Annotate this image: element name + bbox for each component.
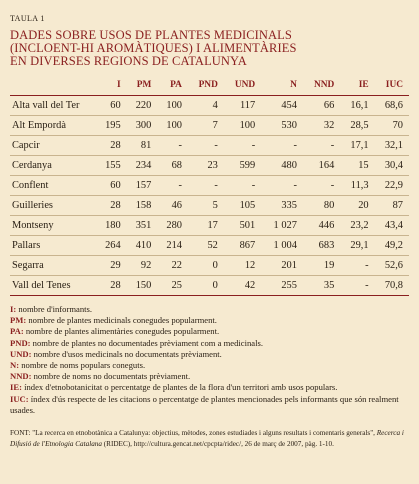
- source-note: [10, 428, 409, 449]
- value-cell: 683: [303, 236, 340, 256]
- value-cell: 70: [375, 116, 409, 136]
- value-cell: 22,9: [375, 176, 409, 196]
- column-header: IE: [340, 78, 374, 96]
- title-line: EN DIVERSES REGIONS DE CATALUNYA: [10, 54, 247, 68]
- value-cell: 92: [127, 256, 158, 276]
- region-cell: Alta vall del Ter: [10, 96, 96, 116]
- value-cell: 280: [157, 216, 188, 236]
- value-cell: 480: [261, 156, 303, 176]
- region-cell: Capcir: [10, 136, 96, 156]
- value-cell: 17,1: [340, 136, 374, 156]
- source-prefix: FONT: "La recerca en etnobotànica a Catalunya: objectius, mètodes, zones estudiades i alguns resultats i comentaris generals",: [10, 429, 377, 438]
- column-header: IUC: [375, 78, 409, 96]
- table-body: [10, 96, 409, 296]
- table-row: [10, 276, 409, 296]
- legend-item: [10, 382, 409, 393]
- header-row: [10, 78, 409, 96]
- legend-abbreviation: NND:: [10, 371, 32, 382]
- value-cell: 60: [96, 176, 127, 196]
- legend-item: [10, 304, 409, 315]
- value-cell: 11,3: [340, 176, 374, 196]
- table-row: [10, 136, 409, 156]
- legend-abbreviation: IE:: [10, 382, 22, 393]
- value-cell: 234: [127, 156, 158, 176]
- legend-item: [10, 338, 409, 349]
- value-cell: 25: [157, 276, 188, 296]
- column-header: I: [96, 78, 127, 96]
- value-cell: 23: [188, 156, 224, 176]
- legend-item: [10, 371, 409, 382]
- value-cell: 42: [224, 276, 261, 296]
- table-row: [10, 256, 409, 276]
- legend-item: [10, 360, 409, 371]
- value-cell: 100: [224, 116, 261, 136]
- value-cell: 530: [261, 116, 303, 136]
- legend-description: nombre de noms populars coneguts.: [19, 360, 146, 371]
- value-cell: 300: [127, 116, 158, 136]
- value-cell: 867: [224, 236, 261, 256]
- value-cell: 335: [261, 196, 303, 216]
- column-header: PND: [188, 78, 224, 96]
- value-cell: 150: [127, 276, 158, 296]
- value-cell: 100: [157, 116, 188, 136]
- region-cell: Alt Empordà: [10, 116, 96, 136]
- region-cell: Vall del Tenes: [10, 276, 96, 296]
- table-row: [10, 196, 409, 216]
- value-cell: -: [157, 136, 188, 156]
- legend: [10, 304, 409, 416]
- value-cell: 49,2: [375, 236, 409, 256]
- region-cell: Guilleries: [10, 196, 96, 216]
- value-cell: 17: [188, 216, 224, 236]
- legend-description: índex d'ús respecte de les citacions o percentatge de plantes mencionades pels informants que són realment usades.: [10, 393, 399, 415]
- legend-abbreviation: PND:: [10, 337, 31, 348]
- legend-description: nombre d'informants.: [16, 304, 92, 314]
- region-cell: Pallars: [10, 236, 96, 256]
- value-cell: 105: [224, 196, 261, 216]
- region-cell: Conflent: [10, 176, 96, 196]
- value-cell: 1 004: [261, 236, 303, 256]
- value-cell: -: [340, 256, 374, 276]
- value-cell: 4: [188, 96, 224, 116]
- value-cell: 155: [96, 156, 127, 176]
- value-cell: 7: [188, 116, 224, 136]
- value-cell: 180: [96, 216, 127, 236]
- value-cell: 195: [96, 116, 127, 136]
- legend-description: nombre de noms no documentats prèviament.: [31, 371, 191, 382]
- region-cell: Segarra: [10, 256, 96, 276]
- value-cell: 46: [157, 196, 188, 216]
- value-cell: 43,4: [375, 216, 409, 236]
- value-cell: 20: [340, 196, 374, 216]
- value-cell: -: [261, 136, 303, 156]
- data-table: [10, 78, 409, 296]
- legend-description: nombre de plantes medicinals conegudes popularment.: [26, 315, 217, 326]
- value-cell: 32,1: [375, 136, 409, 156]
- value-cell: 28: [96, 276, 127, 296]
- value-cell: 214: [157, 236, 188, 256]
- value-cell: 158: [127, 196, 158, 216]
- value-cell: 410: [127, 236, 158, 256]
- value-cell: -: [188, 136, 224, 156]
- legend-description: nombre de plantes alimentàries conegudes popularment.: [23, 326, 220, 337]
- value-cell: -: [340, 276, 374, 296]
- value-cell: 68: [157, 156, 188, 176]
- legend-abbreviation: I:: [10, 304, 17, 314]
- value-cell: 19: [303, 256, 340, 276]
- value-cell: 201: [261, 256, 303, 276]
- value-cell: 22: [157, 256, 188, 276]
- value-cell: 12: [224, 256, 261, 276]
- table-row: [10, 116, 409, 136]
- value-cell: 35: [303, 276, 340, 296]
- region-cell: Montseny: [10, 216, 96, 236]
- value-cell: 117: [224, 96, 261, 116]
- value-cell: 68,6: [375, 96, 409, 116]
- table-row: [10, 216, 409, 236]
- value-cell: 30,4: [375, 156, 409, 176]
- column-header: PM: [127, 78, 158, 96]
- table-row: [10, 236, 409, 256]
- value-cell: 1 027: [261, 216, 303, 236]
- value-cell: 29,1: [340, 236, 374, 256]
- legend-description: índex d'etnobotanicitat o percentatge de plantes de la flora d'un territori amb usos populars.: [21, 382, 338, 393]
- legend-abbreviation: UND:: [10, 348, 32, 359]
- column-header: NND: [303, 78, 340, 96]
- table-label: TAULA 1: [10, 14, 45, 23]
- value-cell: 446: [303, 216, 340, 236]
- value-cell: 0: [188, 276, 224, 296]
- value-cell: 81: [127, 136, 158, 156]
- value-cell: 32: [303, 116, 340, 136]
- column-header: PA: [157, 78, 188, 96]
- legend-item: [10, 315, 409, 326]
- source-publication: Recerca i Difusió de l'Etnologia Catalana: [10, 429, 404, 448]
- value-cell: 28,5: [340, 116, 374, 136]
- table-title: [10, 29, 409, 68]
- value-cell: -: [303, 136, 340, 156]
- value-cell: -: [303, 176, 340, 196]
- value-cell: 264: [96, 236, 127, 256]
- value-cell: 52,6: [375, 256, 409, 276]
- legend-description: nombre d'usos medicinals no documentats prèviament.: [31, 348, 222, 359]
- column-header: N: [261, 78, 303, 96]
- region-cell: Cerdanya: [10, 156, 96, 176]
- value-cell: -: [224, 136, 261, 156]
- title-line: DADES SOBRE USOS DE PLANTES MEDICINALS: [10, 28, 292, 42]
- value-cell: 29: [96, 256, 127, 276]
- column-header: UND: [224, 78, 261, 96]
- value-cell: 15: [340, 156, 374, 176]
- legend-item: [10, 326, 409, 337]
- column-header: [10, 78, 96, 96]
- value-cell: 0: [188, 256, 224, 276]
- legend-item: [10, 394, 409, 416]
- value-cell: 52: [188, 236, 224, 256]
- table-row: [10, 156, 409, 176]
- value-cell: 60: [96, 96, 127, 116]
- value-cell: 255: [261, 276, 303, 296]
- table-row: [10, 176, 409, 196]
- value-cell: -: [188, 176, 224, 196]
- value-cell: -: [224, 176, 261, 196]
- value-cell: 70,8: [375, 276, 409, 296]
- value-cell: 157: [127, 176, 158, 196]
- value-cell: 351: [127, 216, 158, 236]
- value-cell: 164: [303, 156, 340, 176]
- value-cell: 28: [96, 196, 127, 216]
- value-cell: 599: [224, 156, 261, 176]
- value-cell: -: [157, 176, 188, 196]
- legend-abbreviation: IUC:: [10, 393, 29, 404]
- value-cell: 100: [157, 96, 188, 116]
- value-cell: 16,1: [340, 96, 374, 116]
- legend-abbreviation: PM:: [10, 315, 27, 326]
- legend-item: [10, 349, 409, 360]
- value-cell: 5: [188, 196, 224, 216]
- table-row: [10, 96, 409, 116]
- value-cell: 220: [127, 96, 158, 116]
- value-cell: 66: [303, 96, 340, 116]
- value-cell: 454: [261, 96, 303, 116]
- value-cell: 501: [224, 216, 261, 236]
- value-cell: -: [261, 176, 303, 196]
- value-cell: 28: [96, 136, 127, 156]
- source-suffix: (RIDEC), http://cultura.gencat.net/cpcpta/ridec/, 26 de març de 2007, pàg. 1-10.: [101, 439, 334, 448]
- legend-description: nombre de plantes no documentades prèviament com a medicinals.: [30, 337, 263, 348]
- value-cell: 80: [303, 196, 340, 216]
- value-cell: 23,2: [340, 216, 374, 236]
- value-cell: 87: [375, 196, 409, 216]
- legend-abbreviation: PA:: [10, 326, 24, 337]
- title-line: (INCLOENT-HI AROMÀTIQUES) I ALIMENTÀRIES: [10, 41, 297, 55]
- legend-abbreviation: N:: [10, 360, 20, 371]
